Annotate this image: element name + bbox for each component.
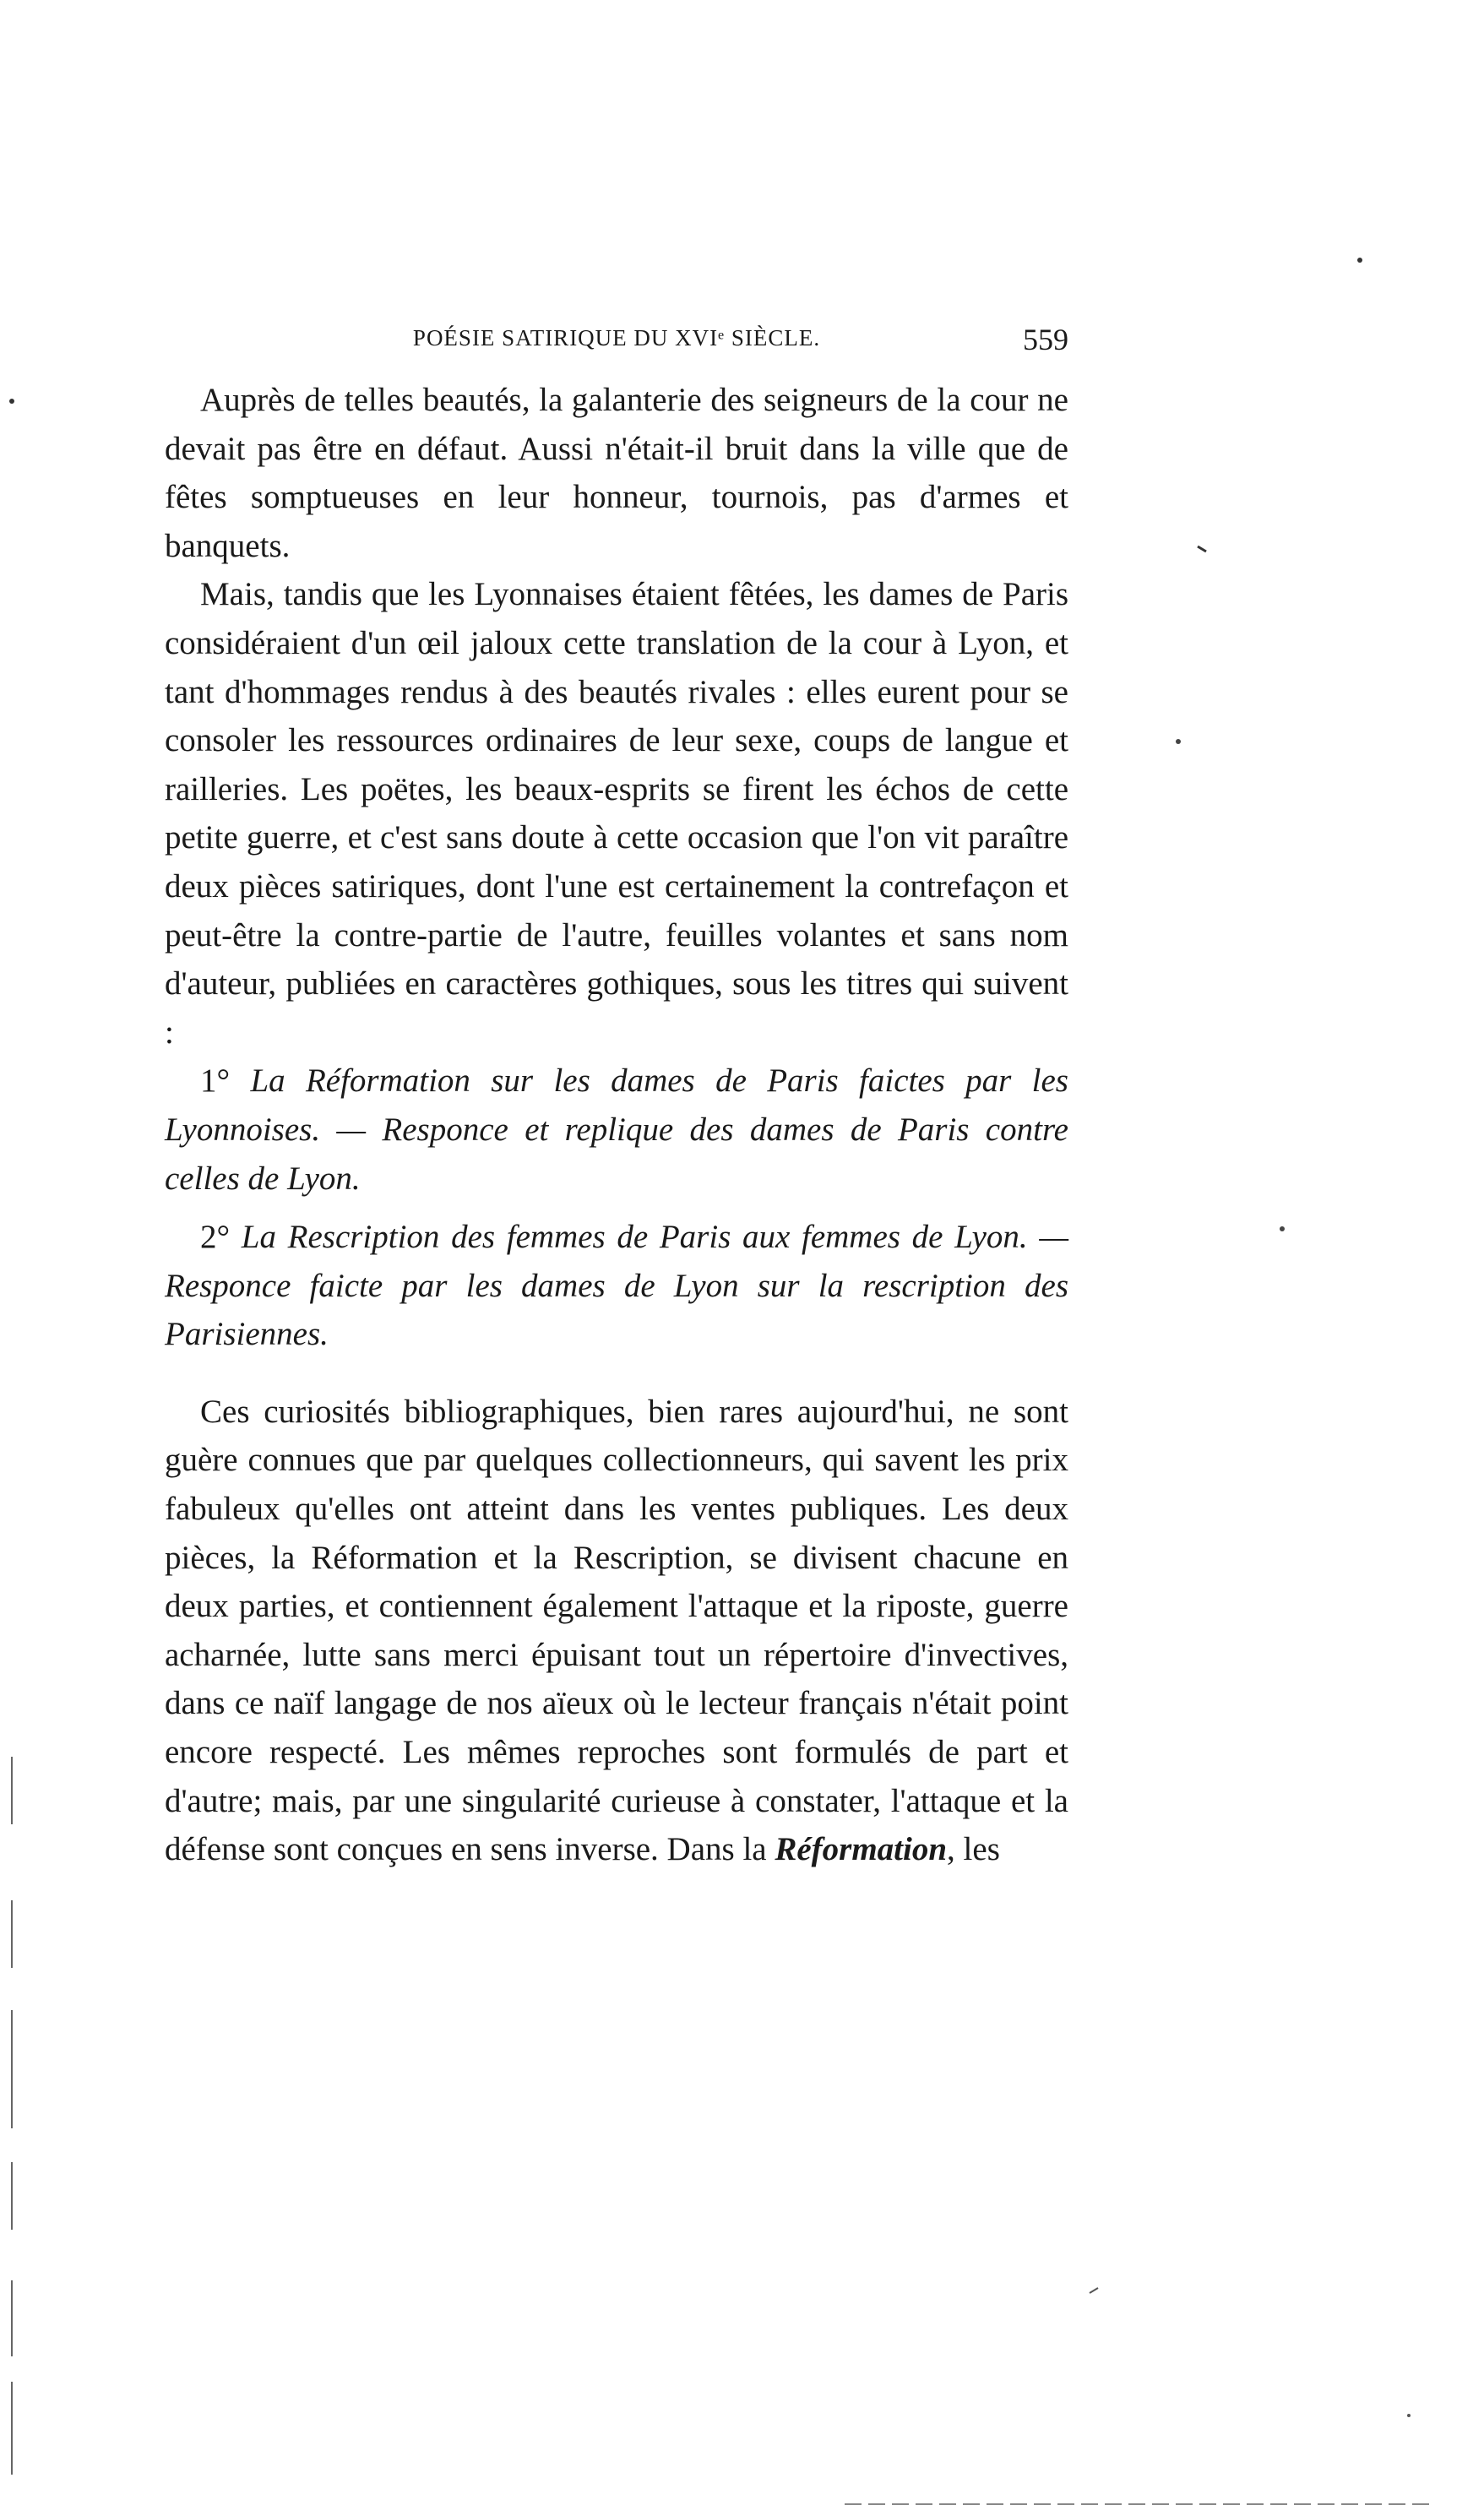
paragraph-3 bbox=[165, 1388, 1068, 1874]
body-text bbox=[165, 376, 1068, 1874]
title-item-2-number: 2° bbox=[200, 1219, 231, 1256]
running-head bbox=[165, 325, 1068, 367]
title-item-1-number: 1° bbox=[200, 1062, 231, 1100]
paragraph-3-end: , les bbox=[947, 1831, 1000, 1868]
paragraph-3-text: Ces curiosités bibliographiques, bien rares aujourd'hui, ne sont guère connues que par quelques collectionneurs, qui savent les prix fabuleux qu'elles ont atteint dans les ventes publiques. Les deux pièces, la Réformation et la Rescription, se divisent chacune en deux parties, et contiennent également l'attaque et la riposte, guerre acharnée, lutte sans merci épuisant tout un répertoire d'invectives, dans ce naïf langage de nos aïeux où le lecteur français n'était point encore respecté. Les mêmes reproches sont formulés de part et d'autre; mais, par une singularité curieuse à constater, l'attaque et la défense sont conçues en sens inverse. Dans la bbox=[165, 1393, 1068, 1868]
paragraph-3-italic: Réformation bbox=[775, 1831, 948, 1868]
paragraph-1: Auprès de telles beautés, la galanterie des seigneurs de la cour ne devait pas être en défaut. Aussi n'était-il bruit dans la ville que de fêtes somptueuses en leur honneur, tournois, pas d'armes et banquets. bbox=[165, 382, 1068, 564]
title-item-1 bbox=[165, 1057, 1068, 1203]
title-item-2-text: La Rescription des femmes de Paris aux femmes de Lyon. —Responce faicte par les dames de Lyon sur la rescription des Parisiennes. bbox=[165, 1219, 1068, 1353]
paragraph-2: Mais, tandis que les Lyonnaises étaient fêtées, les dames de Paris considéraient d'un œil jaloux cette translation de la cour à Lyon, et tant d'hommages rendus à des beautés rivales : elles eurent pour se consoler les ressources ordinaires de leur sexe, coups de langue et railleries. Les poëtes, les beaux-esprits se firent les échos de cette petite guerre, et c'est sans doute à cette occasion que l'on vit paraître deux pièces satiriques, dont l'une est certainement la contrefaçon et peut-être la contre-partie de l'autre, feuilles volantes et sans nom d'auteur, publiées en caractères gothiques, sous les titres qui suivent : bbox=[165, 576, 1068, 1051]
title-item-1-text: La Réformation sur les dames de Paris faictes par les Lyonnoises. — Responce et replique des dames de Paris contre celles de Lyon. bbox=[165, 1062, 1068, 1197]
page-number: 559 bbox=[1023, 323, 1068, 356]
title-item-2 bbox=[165, 1213, 1068, 1359]
running-title: POÉSIE SATIRIQUE DU XVIᵉ SIÈCLE. bbox=[412, 325, 821, 351]
